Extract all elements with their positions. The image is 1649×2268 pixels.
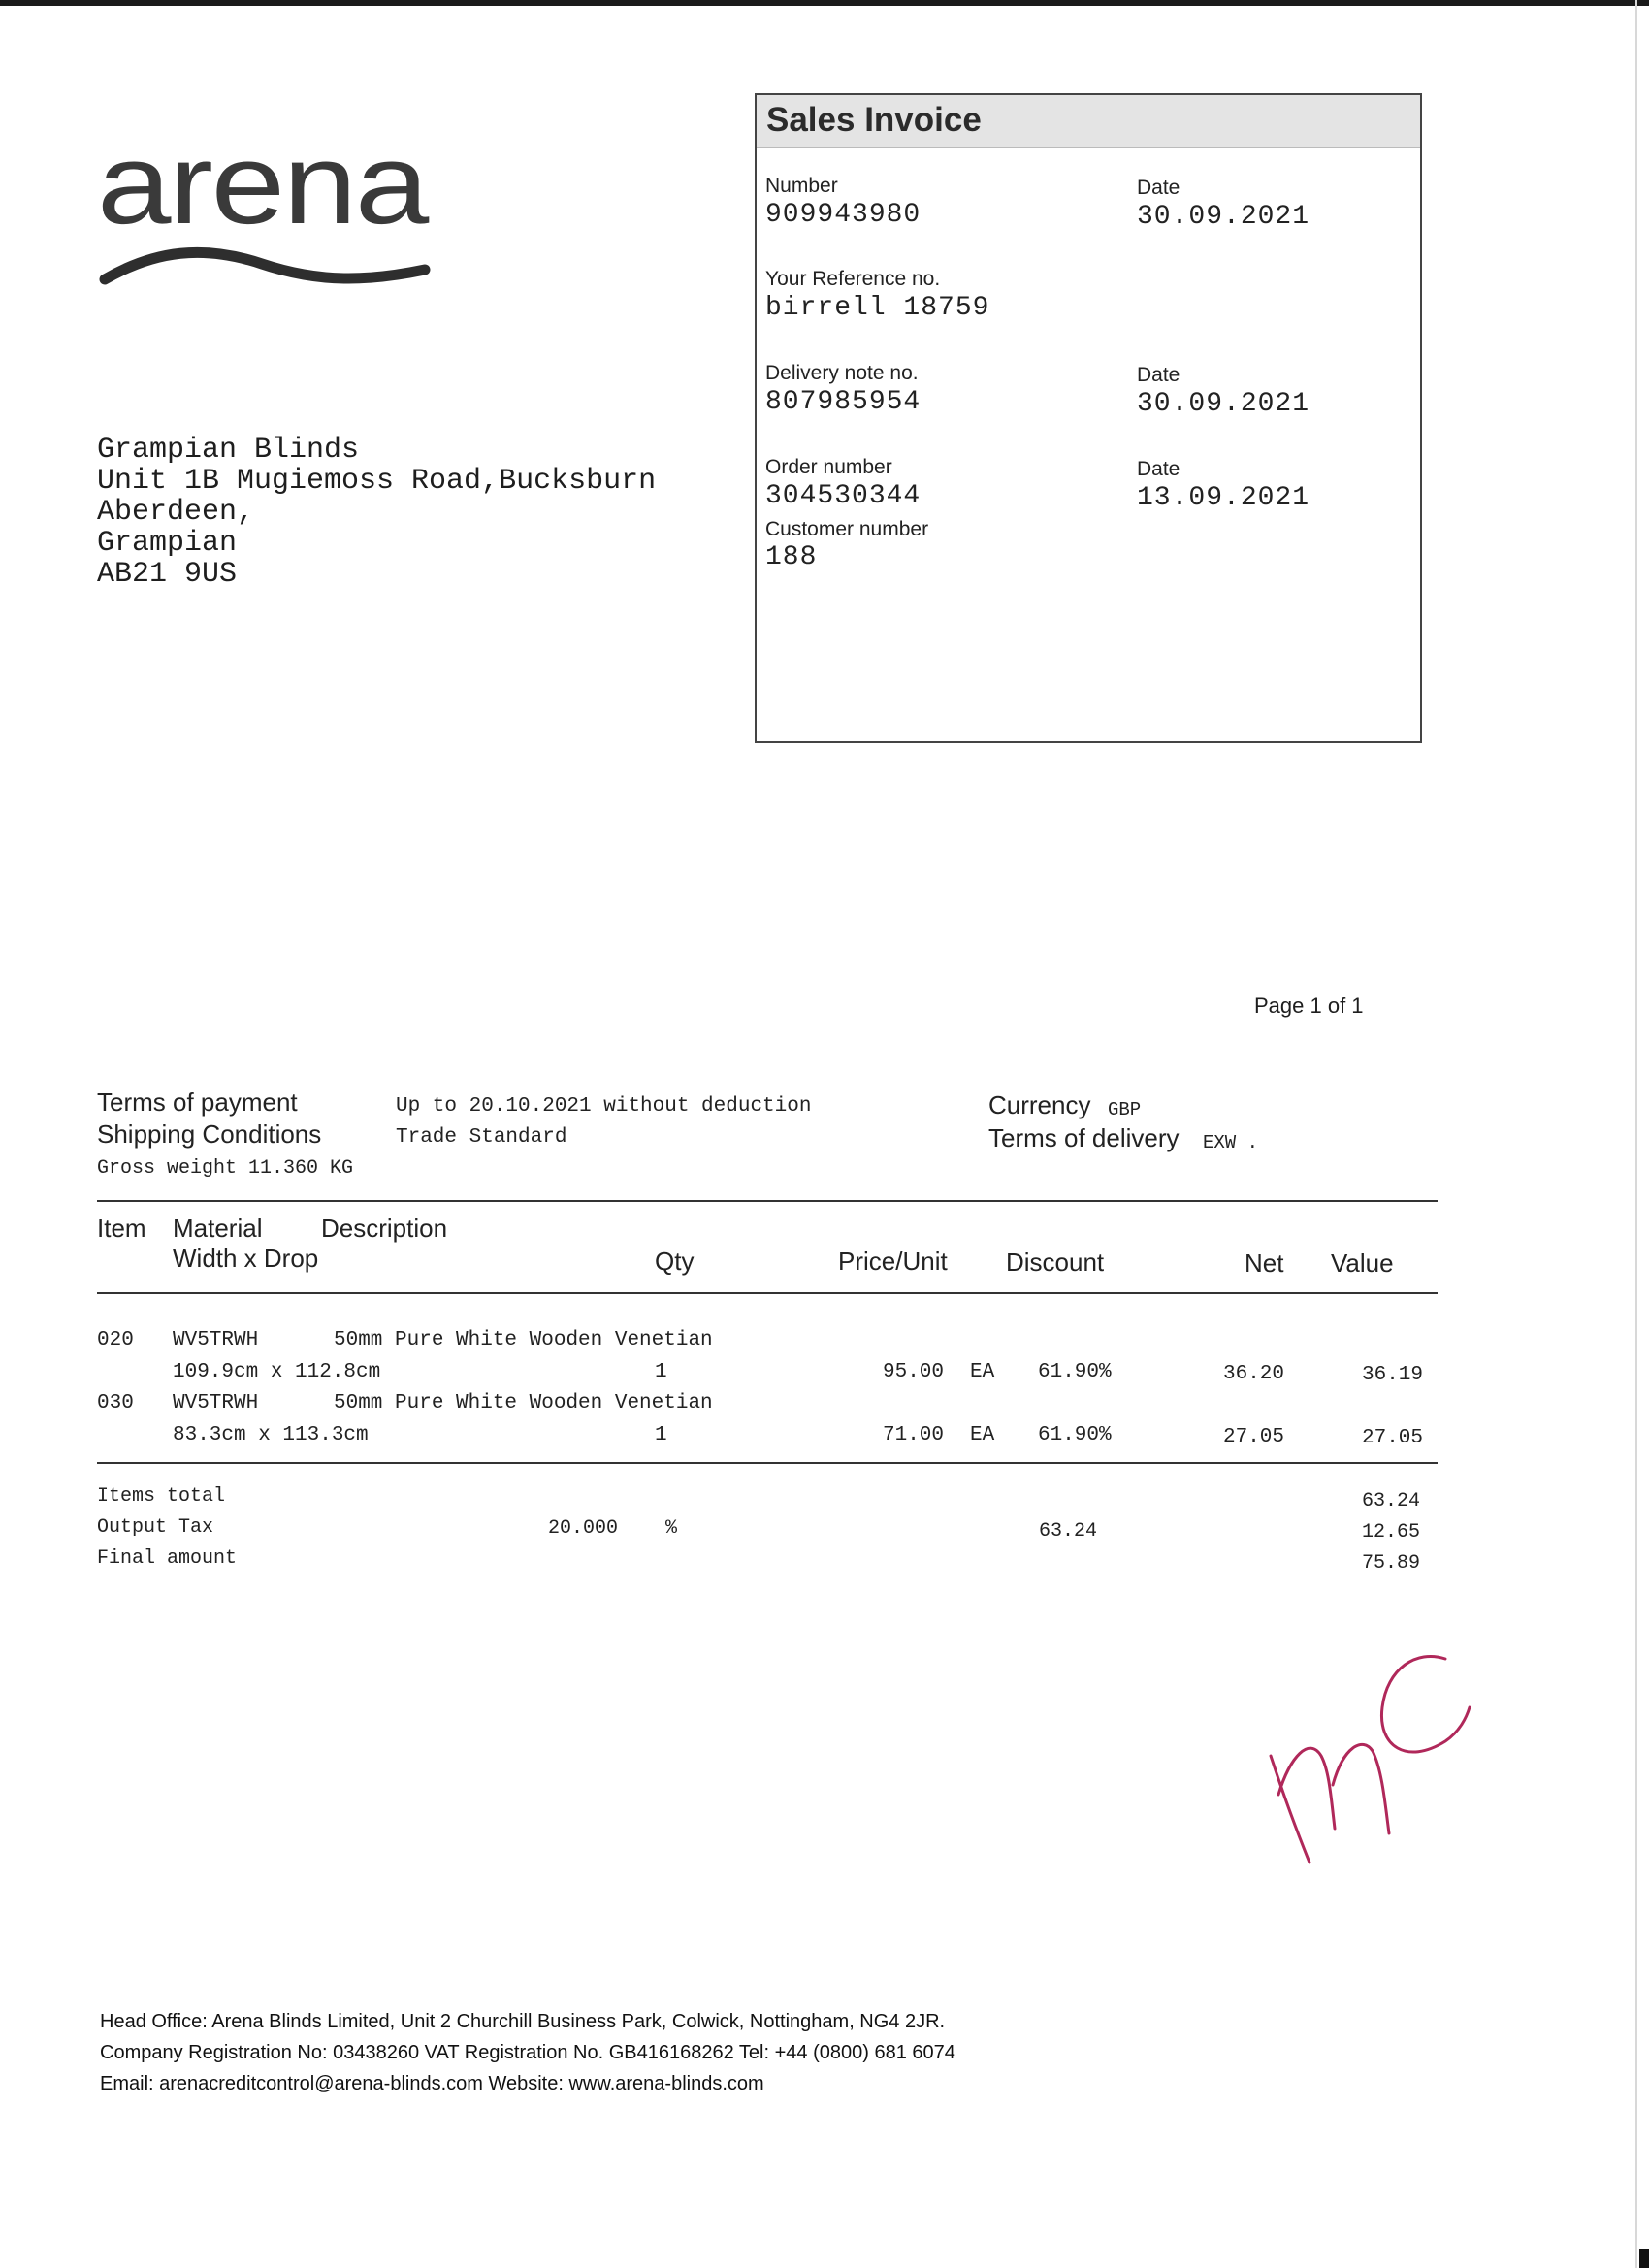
divider-header [97,1292,1438,1294]
invoice-number-label: Number [765,175,838,197]
row-value: 36.19 [1362,1364,1424,1386]
customer-number-label: Customer number [765,518,929,540]
delivery-note-number: 807985954 [765,387,922,417]
recipient-address [97,435,656,590]
reference-value: birrell 18759 [765,293,990,323]
row-item: 030 [97,1392,134,1414]
tax-amount: 12.65 [1362,1521,1421,1543]
row-item: 020 [97,1329,134,1351]
row-discount: 61.90% [1038,1424,1112,1446]
row-unit: EA [970,1424,995,1446]
invoice-date: 30.09.2021 [1137,202,1310,232]
tax-percent: % [665,1517,678,1539]
items-total-label: Items total [97,1485,226,1507]
gross-weight: Gross weight 11.360 KG [97,1157,354,1180]
row-price: 95.00 [883,1361,945,1383]
footer-contact: Email: arenacreditcontrol@arena-blinds.com Website: www.arena-blinds.com [100,2073,764,2094]
scan-corner [1639,2249,1649,2268]
shipping-conditions-value: Trade Standard [396,1126,567,1149]
row-value: 27.05 [1362,1427,1424,1449]
row-material: WV5TRWH [173,1329,259,1351]
header-item: Item [97,1214,146,1243]
order-number-label: Order number [765,456,892,478]
row-size: 109.9cm x 112.8cm [173,1361,381,1383]
final-amount-value: 75.89 [1362,1552,1421,1574]
header-qty: Qty [655,1247,695,1276]
header-price-unit: Price/Unit [838,1247,948,1276]
header-net: Net [1245,1248,1284,1278]
invoice-title: Sales Invoice [766,101,982,139]
scan-edge-top [0,0,1649,6]
row-unit: EA [970,1361,995,1383]
terms-of-payment-label: Terms of payment [97,1087,298,1117]
row-discount: 61.90% [1038,1361,1112,1383]
terms-of-delivery-value: EXW . [1203,1132,1259,1153]
recipient-name: Grampian Blinds [97,434,360,467]
scan-edge-right [1635,0,1637,2268]
recipient-city: Aberdeen, [97,496,255,529]
row-qty: 1 [655,1424,667,1446]
recipient-street: Unit 1B Mugiemoss Road,Bucksburn [97,465,657,498]
delivery-date-label: Date [1137,364,1180,386]
invoice-date-label: Date [1137,177,1180,199]
invoice-details-box [755,93,1422,743]
footer-head-office: Head Office: Arena Blinds Limited, Unit 2 Churchill Business Park, Colwick, Nottingham, NG4 2JR. [100,2011,946,2032]
row-description: 50mm Pure White Wooden Venetian [334,1392,713,1414]
items-total-value: 63.24 [1362,1490,1421,1512]
divider-top [97,1200,1438,1202]
reference-label: Your Reference no. [765,268,941,290]
row-description: 50mm Pure White Wooden Venetian [334,1329,713,1351]
delivery-note-label: Delivery note no. [765,362,919,384]
tax-rate: 20.000 [548,1517,619,1539]
output-tax-label: Output Tax [97,1516,214,1539]
order-date-label: Date [1137,458,1180,480]
company-footer [100,2006,955,2099]
header-material: Material [173,1214,263,1243]
recipient-region: Grampian [97,527,238,560]
terms-of-payment-value: Up to 20.10.2021 without deduction [396,1095,812,1118]
currency-value: GBP [1108,1099,1142,1120]
order-date: 13.09.2021 [1137,483,1310,513]
final-amount-label: Final amount [97,1547,238,1570]
row-material: WV5TRWH [173,1392,259,1414]
header-value: Value [1331,1248,1394,1278]
invoice-header-bar [757,95,1420,148]
page-indicator: Page 1 of 1 [1254,993,1364,1018]
header-width-drop: Width x Drop [173,1244,319,1273]
header-discount: Discount [1006,1247,1105,1277]
arena-logo [97,136,432,291]
header-description: Description [321,1214,448,1243]
currency-label: Currency [988,1090,1091,1119]
row-net: 27.05 [1223,1426,1285,1448]
invoice-number: 909943980 [765,200,922,230]
recipient-postcode: AB21 9US [97,558,238,591]
handwritten-initials [1251,1649,1474,1882]
footer-registration: Company Registration No: 03438260 VAT Registration No. GB416168262 Tel: +44 (0800) 681 6074 [100,2042,955,2063]
svg-text:arena: arena [97,136,430,248]
tax-base: 63.24 [1039,1520,1098,1542]
row-qty: 1 [655,1361,667,1383]
terms-of-delivery-label: Terms of delivery [988,1123,1180,1152]
delivery-date: 30.09.2021 [1137,389,1310,419]
row-size: 83.3cm x 113.3cm [173,1424,369,1446]
order-number: 304530344 [765,481,922,511]
row-price: 71.00 [883,1424,945,1446]
divider-totals [97,1462,1438,1464]
shipping-conditions-label: Shipping Conditions [97,1119,322,1149]
row-net: 36.20 [1223,1363,1285,1385]
customer-number: 188 [765,542,818,572]
